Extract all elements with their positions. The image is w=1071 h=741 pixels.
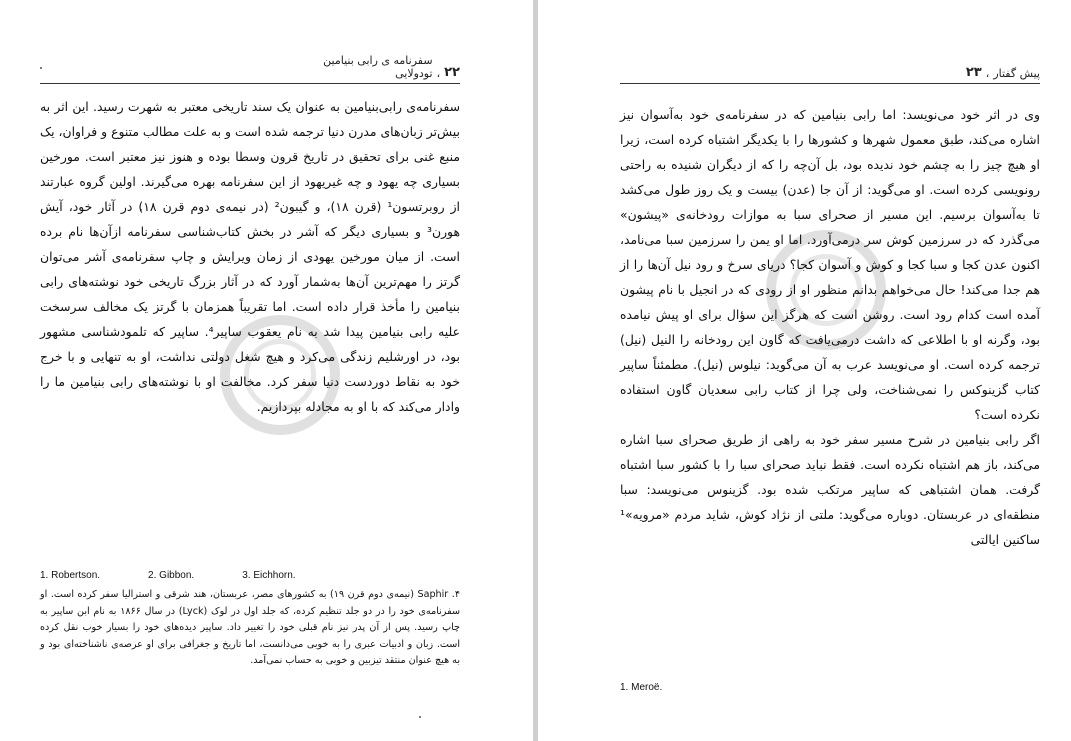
footnote-4: ۴. Saphir (نیمه‌ی دوم قرن ۱۹) به کشورهای مصر، عربستان، هند شرقی و استرالیا سفر کرده است. او سفرنامه‌ی خود را در دو جلد تنظیم کرده، که جلد اول در لوک (Lyck) در سال ۱۸۶۶ به نام ابن ساپیر به چاپ رسید. پس از آن پدر نیز نام قبلی خود را تغییر داد. ساپیر دیده‌های خود را بسیار خوب نقل کرده است. زبان و ادبیات عبری را به خوبی می‌دانست، اما تاریخ و جغرافی برای او عرصه‌ی ناشناخته‌ای بود و به هیچ عنوان منتقد تیزبین و خوبی به حساب نمی‌آمد. bbox=[40, 589, 460, 666]
footnote-3: 3. Eichhorn. bbox=[242, 570, 296, 581]
page-number: ۲۳ bbox=[965, 65, 982, 80]
speck bbox=[419, 716, 421, 718]
footnote-1: 1. Meroë. bbox=[620, 682, 663, 693]
running-head: پیش گفتار ، ۲۳ bbox=[965, 65, 1040, 80]
running-head-title: سفرنامه ی رابی بنیامین تودولایی bbox=[323, 54, 433, 80]
footnote-latin-names bbox=[40, 570, 460, 581]
paragraph: وی در اثر خود می‌نویسد: اما رابی بنیامین که در سفرنامه‌ی خود به‌آسوان نیز اشاره می‌کند، طبق معمول شهرها و کشورها را با یکدیگر اشتباه کرده است، زیرا او هیچ چیز را به چشم خود ندیده بود، بل آن‌چه را که از دیگران شنیده به راحتی رونویسی کرده است. او می‌گوید: از آن جا (عدن) بیست و یک روز طول می‌کشد تا به‌آسوان برسیم. این مسیر از صحرای سبا به موازات رودخانه‌ی «پیشون» می‌گذرد که در سرزمین کوش سر درمی‌آورد. اما او یمن را سرزمین سبا می‌نامد، اکنون عدن کجا و سبا کجا و کوش و آسوان کجا؟ دریای سرخ و رود نیل آن‌ها را از هم جدا می‌کند! حال می‌خواهم بدانم منظور او از رودی که در انجیل با نام پیشون آمده است کدام رود است. روشن است که هرگز این سؤال برای او پیش نیامده بود، وگرنه او با اطلاعی که داشت درمی‌یافت که گاون این رودخانه را النیل (نیل) ترجمه کرده است. او می‌نویسد عرب به آن می‌گوید: نیلوس (نیل). مطمئناً ساپیر کتاب گزینوکس را نمی‌شناخت، ولی چرا از کتاب رابی سعدیان گاون استفاده نکرده است؟ bbox=[620, 107, 1040, 422]
body-text bbox=[40, 94, 460, 419]
header-rule bbox=[40, 83, 460, 84]
right-page bbox=[538, 0, 1071, 741]
body-text bbox=[620, 102, 1040, 552]
header-rule bbox=[620, 83, 1040, 84]
left-page bbox=[0, 0, 533, 741]
running-head: ۲۲ ، سفرنامه ی رابی بنیامین تودولایی bbox=[300, 60, 460, 80]
footnotes bbox=[620, 682, 1040, 693]
footnote-1: 1. Robertson. bbox=[40, 570, 101, 581]
footnote-2: 2. Gibbon. bbox=[148, 570, 195, 581]
page-number: ۲۲ bbox=[444, 65, 460, 80]
running-head-title: پیش گفتار bbox=[993, 67, 1040, 80]
paragraph: سفرنامه‌ی رابی‌بنیامین به عنوان یک سند تاریخی معتبر به شهرت رسید. این اثر به بیش‌تر زبان‌های مدرن دنیا ترجمه شده است و به علت مطالب متنوع و فراوان، یک منبع غنی برای تحقیق در تاریخ قرون وسطا بوده و هنوز نیز معتبر است. مورخین بسیاری چه یهود و چه غیریهود از این سفرنامه بهره می‌گیرند. اولین گروه عبارتند از روبرتسون¹ (قرن ۱۸)، و گیبون² (در نیمه‌ی دوم قرن ۱۸) در آثار خود، آیش هورن³ و بسیاری دیگر که آشر در بخش کتاب‌شناسی سفرنامه ازآن‌ها نام برده است. از میان مورخین یهودی از زمان ویرایش و چاپ سفرنامه‌ی آشر می‌توان گرتز را مهم‌ترین آن‌ها به‌شمار آورد که در آثار بزرگ تاریخی خود نوشته‌های رابی بنیامین را مأخذ قرار داده است. اما تقریباً همزمان با گرتز یک مخالف سرسخت علیه رابی بنیامین پیدا شد به نام یعقوب ساپیر⁴. ساپیر که تلمودشناسی مشهور بود، در اورشلیم زندگی می‌کرد و هیچ شغل دولتی نداشت، او به تنهایی و با خرج خود به نقاط دوردست دنیا سفر کرد. مخالفت او با نوشته‌های رابی بنیامین ما را وادار می‌کند که با او به مجادله بپردازیم. bbox=[40, 99, 460, 414]
footnote-latin-names bbox=[620, 682, 1040, 693]
footnotes bbox=[40, 570, 460, 670]
speck bbox=[40, 67, 42, 69]
paragraph: اگر رابی بنیامین در شرح مسیر سفر خود به راهی از طریق صحرای سبا اشاره می‌کند، باز هم اشتباه نکرده است. فقط نباید صحرای سبا را با کشور سبا اشتباه گرفت. همان اشتباهی که ساپیر مرتکب شده بود. گزینوس می‌نویسد: سبا منطقه‌ای در عربستان. دوباره می‌گوید: ملتی از نژاد کوش، شاید مردم «مرویه»¹ ساکنین ایالتی bbox=[620, 432, 1040, 547]
